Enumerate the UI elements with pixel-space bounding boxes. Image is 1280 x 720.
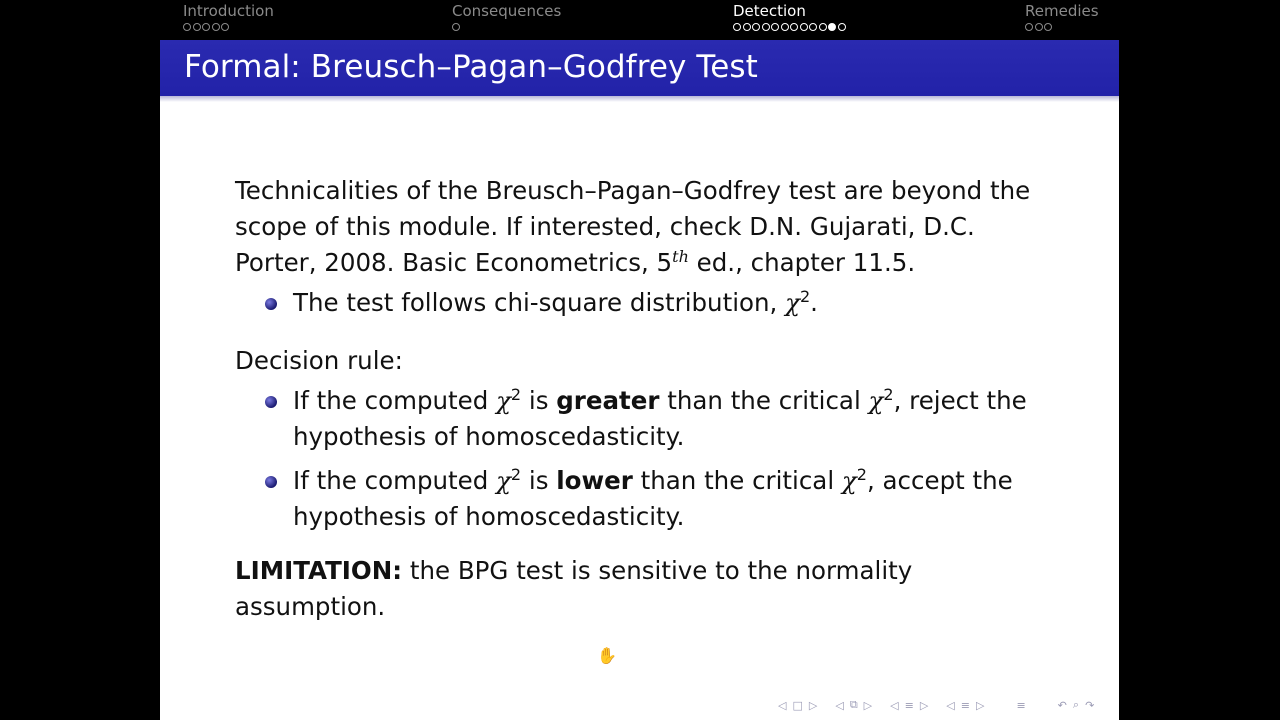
next-slide-icon[interactable]: ▷ — [808, 698, 818, 712]
intro-text: Technicalities of the Breusch–Pagan–Godfrey test are beyond the scope of this module. If interested, check D.N. Gujarati, D.C. Porter, 2008. Basic Econometrics, 5 — [235, 176, 1031, 277]
rule-text: , accept the hypothesis of homoscedasticity. — [293, 466, 1013, 531]
list-item — [293, 285, 1035, 321]
slide-dot[interactable] — [809, 23, 817, 31]
decision-rule-list — [235, 383, 1035, 535]
nav-section-title[interactable]: Introduction — [183, 2, 274, 20]
rule-text: , reject the hypothesis of homoscedasticity. — [293, 386, 1027, 451]
chi-symbol: χ — [785, 288, 800, 317]
slide-dot[interactable] — [771, 23, 779, 31]
forward-icon[interactable]: ↷ — [1085, 698, 1095, 712]
prev-section-icon[interactable]: ◁ — [946, 698, 955, 712]
hand-cursor-icon: ✋ — [597, 646, 617, 665]
nav-section-remedies[interactable] — [1025, 2, 1099, 33]
intro-paragraph — [235, 173, 1035, 281]
slide-dot[interactable] — [733, 23, 741, 31]
bullet-ball-icon — [265, 396, 277, 408]
rule-keyword: lower — [556, 466, 633, 495]
bullet-ball-icon — [265, 476, 277, 488]
rule-text: If the computed — [293, 466, 497, 495]
subsection-icon[interactable]: ≡ — [904, 698, 914, 712]
next-frame-icon[interactable]: ▷ — [863, 698, 873, 712]
limitation-text: the BPG test is sensitive to the normality assumption. — [235, 556, 913, 621]
limitation-paragraph — [235, 553, 1035, 625]
superscript: 2 — [856, 464, 867, 484]
section-navigation — [0, 0, 1280, 40]
slide-dot[interactable] — [183, 23, 191, 31]
prev-slide-icon[interactable]: ◁ — [778, 698, 787, 712]
slide-dot[interactable] — [819, 23, 827, 31]
superscript: 2 — [883, 384, 894, 404]
superscript: 2 — [510, 464, 522, 484]
slide-dot[interactable] — [212, 23, 220, 31]
rule-keyword: greater — [556, 386, 660, 415]
slide-dot[interactable] — [762, 23, 770, 31]
superscript: th — [672, 246, 689, 266]
bullet-ball-icon — [265, 298, 277, 310]
list-item — [293, 463, 1035, 535]
limitation-label: LIMITATION: — [235, 556, 403, 585]
slide-dot[interactable] — [1025, 23, 1033, 31]
rule-text: than the critical — [632, 466, 842, 495]
chi-symbol: χ — [496, 466, 511, 495]
slide-dot[interactable] — [193, 23, 201, 31]
nav-section-title[interactable]: Remedies — [1025, 2, 1099, 20]
slide-dot[interactable] — [752, 23, 760, 31]
decision-rule-label: Decision rule: — [235, 346, 403, 375]
slide — [160, 40, 1119, 720]
nav-section-consequences[interactable] — [452, 2, 561, 33]
next-subsection-icon[interactable]: ▷ — [919, 698, 929, 712]
slide-dots — [452, 21, 561, 33]
bullet-end: . — [810, 288, 818, 317]
title-shadow — [160, 96, 1119, 102]
slide-dot[interactable] — [221, 23, 229, 31]
nav-section-detection[interactable] — [733, 2, 846, 33]
rule-text: is — [521, 466, 557, 495]
slide-dot[interactable] — [452, 23, 460, 31]
slide-dots — [1025, 21, 1099, 33]
chi-symbol: χ — [868, 386, 884, 415]
prev-subsection-icon[interactable]: ◁ — [890, 698, 899, 712]
slide-dot[interactable] — [790, 23, 798, 31]
chi-symbol: χ — [841, 466, 857, 495]
section-icon[interactable]: ≡ — [960, 698, 970, 712]
slide-dots — [733, 21, 846, 33]
slide-dot[interactable] — [1035, 23, 1043, 31]
frame-title: Formal: Breusch–Pagan–Godfrey Test — [184, 49, 758, 85]
slide-dot[interactable] — [743, 23, 751, 31]
bullet-text: The test follows chi-square distribution, — [293, 288, 786, 317]
chi-symbol: χ — [496, 386, 511, 415]
prev-frame-icon[interactable]: ◁ — [835, 698, 844, 712]
nav-section-title[interactable]: Consequences — [452, 2, 562, 20]
frame-icon[interactable]: ⧉ — [849, 698, 858, 711]
slide-dot-current[interactable] — [828, 23, 836, 31]
slide-dot[interactable] — [800, 23, 808, 31]
nav-section-introduction[interactable] — [183, 2, 274, 33]
slide-dot[interactable] — [1044, 23, 1052, 31]
slide-dot[interactable] — [781, 23, 789, 31]
slide-dot[interactable] — [838, 23, 846, 31]
slide-icon[interactable]: □ — [792, 698, 803, 712]
nav-symbols — [778, 697, 1094, 713]
nav-section-title[interactable]: Detection — [733, 2, 806, 20]
slide-body — [235, 173, 1035, 625]
rule-text: is — [521, 386, 557, 415]
back-icon[interactable]: ↶ — [1057, 698, 1067, 712]
slide-dot[interactable] — [202, 23, 210, 31]
intro-text-end: ed., chapter 11.5. — [688, 248, 916, 277]
superscript: 2 — [510, 384, 522, 404]
document-icon[interactable]: ≡ — [1016, 698, 1026, 712]
next-section-icon[interactable]: ▷ — [975, 698, 985, 712]
slide-dots — [183, 21, 274, 33]
list-item — [293, 383, 1035, 455]
rule-text: than the critical — [659, 386, 869, 415]
search-icon[interactable]: ⌕ — [1072, 698, 1080, 711]
superscript: 2 — [799, 286, 811, 306]
rule-text: If the computed — [293, 386, 497, 415]
frame-title-bar — [160, 40, 1119, 96]
test-bullet-list — [235, 285, 1035, 321]
